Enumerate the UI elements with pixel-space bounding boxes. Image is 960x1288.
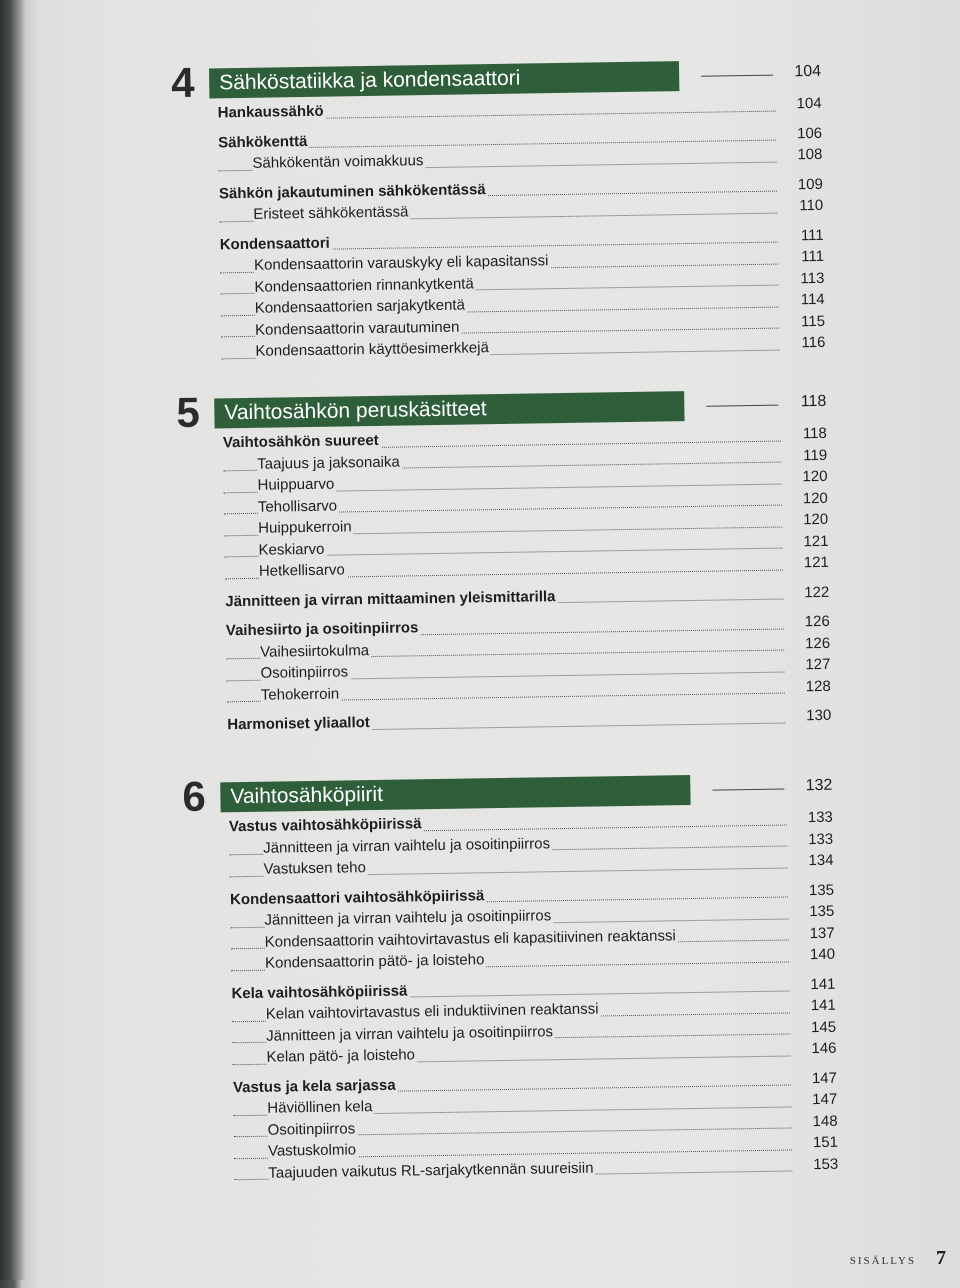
toc-entry-page: 119 <box>803 446 828 464</box>
chapter-number: 5 <box>176 388 201 437</box>
toc-entry-page: 111 <box>800 226 824 244</box>
toc-entry-title: Taajuuden vaikutus RL-sarjakytkennän suureisiin <box>268 1159 594 1182</box>
toc-entry-title: Vaihesiirto ja osoitinpiirros <box>225 619 419 640</box>
toc-entry-title: Hetkellisarvo <box>258 561 345 580</box>
toc-entry-title: Osoitinpiirros <box>267 1119 356 1139</box>
toc-entry-page: 120 <box>802 510 829 529</box>
toc-entry-page: 141 <box>810 975 836 993</box>
toc-entry-page: 106 <box>796 124 823 142</box>
toc-entry-title: Eristeet sähkökentässä <box>253 203 409 223</box>
toc-entry-title: Kondensaattorin käyttöesimerkkejä <box>255 339 490 360</box>
toc-entry-page: 148 <box>812 1112 838 1130</box>
toc-entry-page: 122 <box>804 583 830 601</box>
chapter-number: 6 <box>182 772 207 821</box>
toc-entry-page: 127 <box>805 655 831 674</box>
footer-section-label: SISÄLLYS <box>849 1255 916 1267</box>
toc-entry-title: Harmoniset yliaallot <box>227 714 370 734</box>
toc-entry-title: Kondensaattorien rinnankytkentä <box>254 274 474 296</box>
toc-entry-title: Jännitteen ja virran vaihtelu ja osoitinpiirros <box>266 1022 554 1045</box>
toc-entry-page: 133 <box>807 808 833 827</box>
toc-entry-page: 121 <box>803 532 829 550</box>
toc-entry-page: 116 <box>801 333 826 352</box>
toc-entry-page: 128 <box>805 677 831 695</box>
chapter-leader-line <box>706 405 778 407</box>
toc-entry-title: Vastuskolmio <box>267 1141 357 1160</box>
toc-entry-page: 135 <box>808 881 835 899</box>
toc-entry-page: 140 <box>809 945 836 964</box>
toc-entry-title: Taajuus ja jaksonaika <box>257 453 400 473</box>
toc-entry-title: Kondensaattorien sarjakytkentä <box>254 296 466 317</box>
toc-entry[interactable] <box>179 581 829 613</box>
toc-entry-page: 130 <box>806 706 832 725</box>
toc-entry-title: Osoitinpiirros <box>260 663 349 682</box>
chapter-page: 118 <box>800 392 827 411</box>
toc-entry-title: Sähkökenttä <box>218 132 308 151</box>
toc-entry-page: 113 <box>800 269 825 287</box>
toc-entry-page: 118 <box>802 424 827 443</box>
toc-entry-page: 121 <box>803 553 829 572</box>
toc-entry-title: Tehokerroin <box>260 685 340 704</box>
toc-entry-title: Keskiarvo <box>258 540 325 559</box>
toc-entry-page: 134 <box>808 851 834 870</box>
toc-entry-title: Tehollisarvo <box>257 497 338 516</box>
toc-entry-page: 120 <box>802 489 828 507</box>
chapter-6 <box>182 771 838 1185</box>
chapter-title: Vaihtosähköpiirit <box>220 775 690 812</box>
toc-entry-title: Kelan pätö- ja loisteho <box>266 1046 416 1066</box>
toc-entry-page: 120 <box>802 467 828 486</box>
chapter-title: Vaihtosähkön peruskäsitteet <box>214 391 684 428</box>
toc-entry-title: Huippukerroin <box>258 518 352 537</box>
chapter-page: 104 <box>794 62 822 81</box>
toc-entry-page: 115 <box>800 312 826 330</box>
toc-entry-title: Sähkön jakautuminen sähkökentässä <box>218 180 486 202</box>
toc-entry-title: Jännitteen ja virran mittaaminen yleismittarilla <box>225 587 556 610</box>
toc-entry-page: 141 <box>810 996 836 1015</box>
toc-entry-page: 110 <box>799 196 824 215</box>
chapter-5 <box>176 387 831 737</box>
toc-entry-title: Vaihesiirtokulma <box>260 641 370 661</box>
toc-entry-title: Kondensaattorin varautuminen <box>254 318 460 339</box>
toc-entry-title: Kondensaattorin varauskyky eli kapasitanssi <box>253 252 549 274</box>
toc-entry-page: 114 <box>800 290 825 309</box>
toc-entry-title: Vaihtosähkön suureet <box>222 431 379 452</box>
toc-entry-title: Vastus vaihtosähköpiirissä <box>228 815 422 836</box>
toc-entry-page: 151 <box>812 1133 839 1152</box>
toc-entry-page: 137 <box>809 924 835 942</box>
toc-entry-title: Kelan vaihtovirtavastus eli induktiivinen reaktanssi <box>265 1000 599 1023</box>
toc-entry-title: Vastuksen teho <box>263 859 366 878</box>
toc-entry[interactable] <box>181 705 831 737</box>
toc-entry-page: 104 <box>796 94 822 113</box>
toc-entry-title: Kondensaattorin vaihtovirtavastus eli kapasitiivinen reaktanssi <box>264 926 676 951</box>
toc-entry-page: 147 <box>812 1090 838 1109</box>
toc-entry-title: Kondensaattori vaihtosähköpiirissä <box>229 886 485 908</box>
toc-entry-title: Häviöllinen kela <box>267 1098 373 1117</box>
toc-entry-title: Kondensaattori <box>219 234 330 253</box>
chapter-title: Sähköstatiikka ja kondensaattori <box>209 61 679 98</box>
toc-entry-page: 133 <box>808 830 834 848</box>
toc-entry-page: 126 <box>804 612 830 631</box>
toc-entry-title: Hankaussähkö <box>217 102 324 122</box>
toc-entry-title: Vastus ja kela sarjassa <box>232 1076 396 1096</box>
toc-entry-title: Huippuarvo <box>257 475 335 494</box>
page-footer <box>850 1247 946 1270</box>
chapter-number: 4 <box>170 58 195 107</box>
toc-entry-page: 147 <box>811 1069 838 1087</box>
toc-entry-page: 126 <box>804 634 831 652</box>
chapter-4 <box>171 57 826 364</box>
toc-entry-page: 146 <box>811 1039 837 1058</box>
toc-entry-page: 135 <box>809 902 835 921</box>
toc-entry-page: 109 <box>797 175 824 193</box>
chapter-leader-line <box>712 789 784 791</box>
toc-entry-title: Jännitteen ja virran vaihtelu ja osoitinpiirros <box>264 907 552 929</box>
toc-entry-title: Kela vaihtosähköpiirissä <box>231 981 408 1002</box>
toc-entry-page: 108 <box>797 145 823 164</box>
chapter-leader-line <box>701 75 773 77</box>
toc-entry-page: 153 <box>813 1155 839 1173</box>
toc-entry-title: Sähkökentän voimakkuus <box>252 152 424 172</box>
toc-entry-page: 111 <box>801 247 825 266</box>
toc-entry-page: 145 <box>810 1018 837 1036</box>
toc-entry-title: Kondensaattorin pätö- ja loisteho <box>264 951 485 972</box>
footer-page-number: 7 <box>936 1247 946 1269</box>
toc-entry-title: Jännitteen ja virran vaihtelu ja osoitinpiirros <box>263 834 551 857</box>
chapter-page: 132 <box>805 776 833 795</box>
